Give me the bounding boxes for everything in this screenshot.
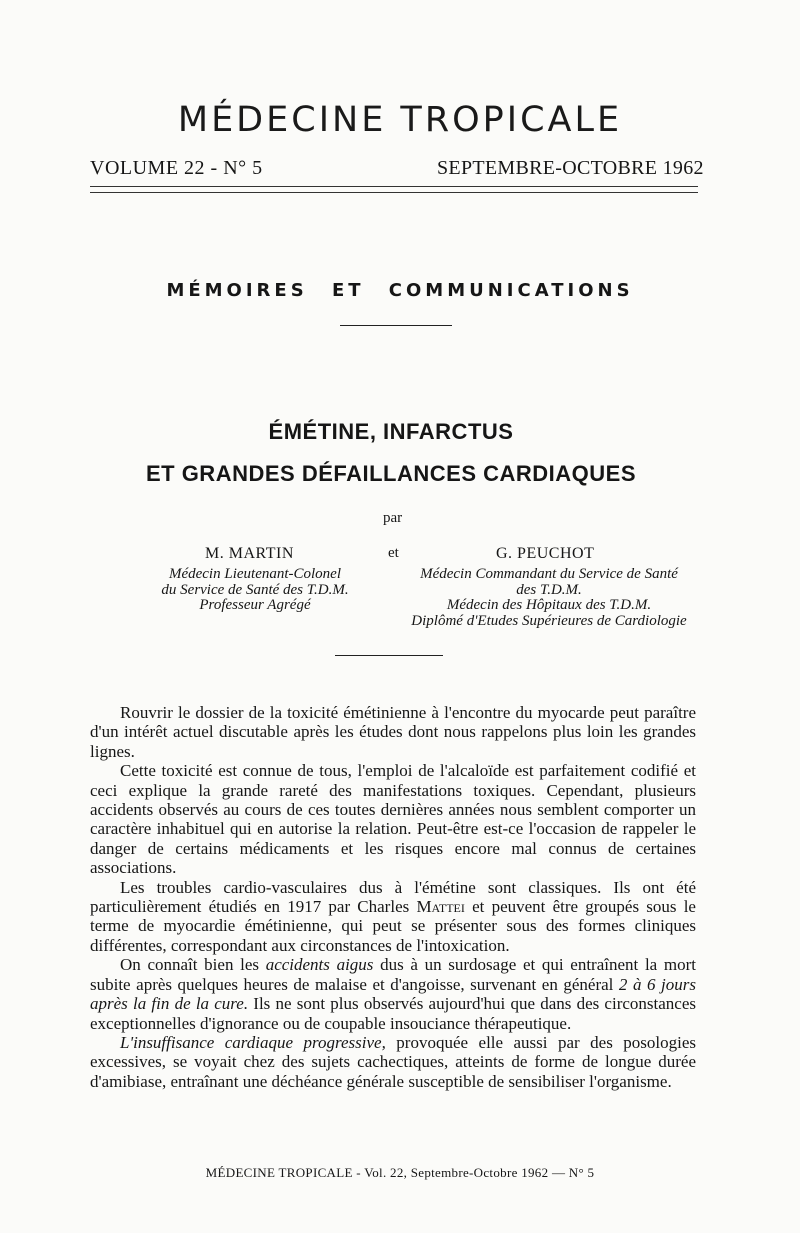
text-run: dus à un surdosage et qui entraînent la mort subite après quelques heures de malaise et d'angoisse, survenant en général bbox=[90, 955, 696, 994]
author-2-name: G. PEUCHOT bbox=[496, 545, 595, 562]
affiliation-line: des T.D.M. bbox=[516, 581, 582, 598]
paragraph bbox=[90, 878, 696, 956]
emphasis: L'insuffisance cardiaque progressive, bbox=[120, 1032, 386, 1052]
page-footer: MÉDECINE TROPICALE - Vol. 22, Septembre-Octobre 1962 — N° 5 bbox=[205, 1165, 595, 1180]
author-name-mattei: Mattei bbox=[416, 897, 465, 917]
affiliation-line: Médecin des Hôpitaux des T.D.M. bbox=[446, 597, 652, 613]
text-run: On connaît bien les bbox=[120, 955, 266, 975]
affiliation-line: Médecin Commandant du Service de Santé bbox=[420, 566, 678, 582]
affiliation-line: du Service de Santé des T.D.M. bbox=[161, 581, 349, 598]
paragraph: Rouvrir le dossier de la toxicité émétinienne à l'encontre du myocarde peut paraître d'un intérêt actuel discutable après les études dont nous rappelons plus loin les grandes lignes. bbox=[90, 703, 696, 761]
section-heading: MÉMOIRES ET COMMUNICATIONS bbox=[166, 280, 634, 301]
author-1-name: M. MARTIN bbox=[205, 545, 294, 562]
article-body bbox=[90, 703, 696, 1091]
text-run: et peuvent être groupés sous le terme de myocardie émétinienne, qui peut se présenter sous des formes cliniques différentes, correspondant aux circonstances de l'intoxication. bbox=[90, 897, 696, 955]
byline-par: par bbox=[383, 510, 403, 526]
section-divider bbox=[340, 325, 452, 326]
affiliation-line: Diplômé d'Etudes Supérieures de Cardiologie bbox=[411, 612, 687, 629]
affiliation-line: Médecin Lieutenant-Colonel bbox=[168, 566, 342, 582]
journal-title: MÉDECINE TROPICALE bbox=[177, 100, 623, 140]
article-title-line-2: ET GRANDES DÉFAILLANCES CARDIAQUES bbox=[145, 461, 637, 486]
article-divider bbox=[335, 655, 443, 656]
text-run: Les troubles cardio-vasculaires dus à l'émétine sont classiques. Ils ont été particulièrement étudiés en 1917 par Charles bbox=[90, 877, 696, 917]
header-double-rule bbox=[90, 186, 698, 193]
paragraph bbox=[90, 955, 696, 1033]
volume-issue: VOLUME 22 - N° 5 bbox=[90, 157, 263, 179]
paragraph bbox=[90, 1033, 696, 1091]
emphasis: accidents aigus bbox=[265, 955, 374, 975]
author-2-affiliation bbox=[394, 567, 704, 629]
text-run: Ils ne sont plus observés aujourd'hui que dans des circonstances exceptionnelles d'ignorance ou de coupable insouciance thérapeutique. bbox=[90, 994, 696, 1033]
issue-date: SEPTEMBRE-OCTOBRE 1962 bbox=[437, 157, 704, 179]
emphasis: 2 à 6 jours après la fin de la cure. bbox=[90, 974, 696, 1014]
paragraph: Cette toxicité est connue de tous, l'emploi de l'alcaloïde est parfaitement codifié et ceci explique la grande rareté des manifestations toxiques. Cependant, plusieurs accidents observés au cours de ces toutes dernières années nous semblent comporter un caractère inhabituel qui en autorise la relation. Peut-être est-ce l'occasion de rappeler le danger de certains médicaments et les risques encore mal connus de certaines associations. bbox=[90, 761, 696, 878]
author-1-affiliation bbox=[110, 567, 400, 614]
text-run: provoquée elle aussi par des posologies excessives, se voyait chez des sujets cachectiques, atteints de forme de longue durée d'amibiase, entraînant une déchéance générale susceptible de sensibiliser l'organisme. bbox=[90, 1032, 696, 1091]
affiliation-line: Professeur Agrégé bbox=[199, 597, 311, 613]
byline-et: et bbox=[388, 545, 399, 561]
article-title-line-1: ÉMÉTINE, INFARCTUS bbox=[268, 419, 514, 444]
